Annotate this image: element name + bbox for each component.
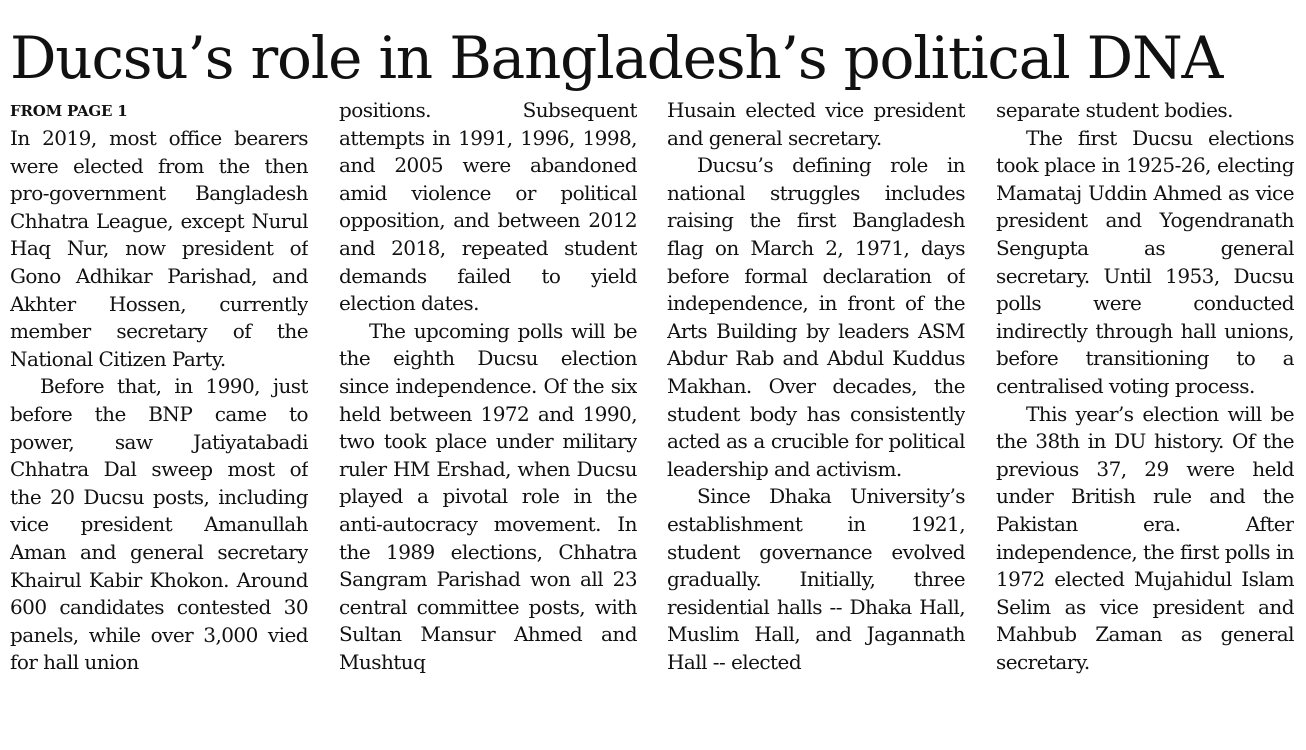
headline: Ducsu’s role in Bangladesh’s political DNA <box>10 24 1223 92</box>
paragraph: The upcoming polls will be the eighth Ducsu election since independence. Of the six held between 1972 and 1990, two took place under military ruler HM Ershad, when Ducsu played a pivotal role in the anti-autocracy movement. In the 1989 elections, Chhatra Sangram Parishad won all 23 central committee posts, with Sultan Mansur Ahmed and Mushtuq <box>339 318 637 674</box>
paragraph: Husain elected vice president and general secretary. <box>667 98 965 150</box>
paragraph: separate student bodies. <box>996 98 1233 122</box>
article-column-3 <box>667 97 965 750</box>
paragraph: In 2019, most office bearers were elected from the then pro-government Bangladesh Chhatra League, except Nurul Haq Nur, now president of Gono Adhikar Parishad, and Akhter Hossen, currently member secretary of the National Citizen Party. <box>10 126 308 371</box>
article-column-1 <box>10 97 308 750</box>
paragraph: The first Ducsu elections took place in 1925-26, electing Mamataj Uddin Ahmed as vice president and Yogendranath Sengupta as general secretary. Until 1953, Ducsu polls were conducted indirectly through hall unions, before transitioning to a centralised voting process. <box>996 125 1294 398</box>
paragraph: Ducsu’s defining role in national struggles includes raising the first Bangladesh flag on March 2, 1971, days before formal declaration of independence, in front of the Arts Building by leaders ASM Abdur Rab and Abdul Kuddus Makhan. Over decades, the student body has consistently acted as a crucible for political leadership and activism. <box>667 153 965 481</box>
continued-from-label: FROM PAGE 1 <box>10 102 128 120</box>
paragraph: This year’s election will be the 38th in DU history. Of the previous 37, 29 were held under British rule and the Pakistan era. After independence, the first polls in 1972 elected Mujahidul Islam Selim as vice president and Mahbub Zaman as general secretary. <box>996 401 1294 674</box>
article-column-2 <box>339 97 637 750</box>
article-column-4 <box>996 97 1294 750</box>
paragraph: positions. Subsequent attempts in 1991, 1996, 1998, and 2005 were abandoned amid violence or political opposition, and between 2012 and 2018, repeated student demands failed to yield election dates. <box>339 98 637 316</box>
paragraph: Since Dhaka University’s establishment in 1921, student governance evolved gradually. Initially, three residential halls -- Dhaka Hall, Muslim Hall, and Jagannath Hall -- elected <box>667 484 965 674</box>
paragraph: Before that, in 1990, just before the BNP came to power, saw Jatiyatabadi Chhatra Dal sweep most of the 20 Ducsu posts, including vice president Amanullah Aman and general secretary Khairul Kabir Khokon. Around 600 candidates contested 30 panels, while over 3,000 vied for hall union <box>10 374 308 675</box>
